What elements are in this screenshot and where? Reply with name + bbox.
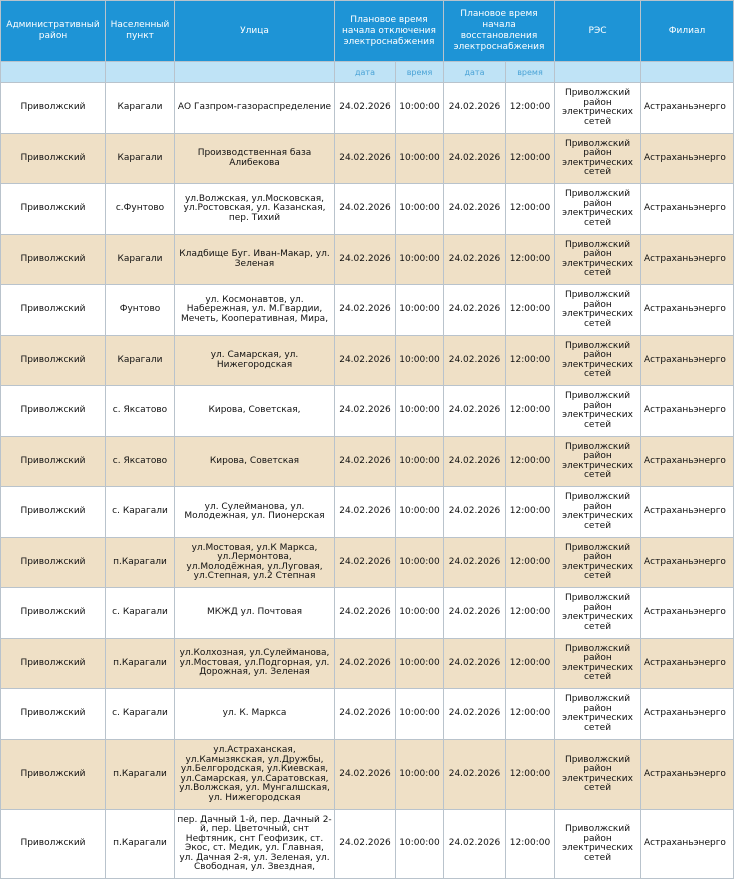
cell-street: Кладбище Буг. Иван-Макар, ул. Зеленая: [175, 235, 335, 285]
cell-off-time: 10:00:00: [396, 588, 444, 639]
cell-on-time: 12:00:00: [506, 134, 555, 184]
cell-off-date: 24.02.2026: [335, 134, 396, 184]
table-row: [1, 437, 734, 487]
cell-street: Производственная база Алибекова: [175, 134, 335, 184]
cell-district: Приволжский: [1, 184, 106, 235]
cell-off-date: 24.02.2026: [335, 639, 396, 689]
cell-on-time: 12:00:00: [506, 689, 555, 740]
cell-district: Приволжский: [1, 487, 106, 538]
cell-district: Приволжский: [1, 740, 106, 810]
cell-filial: Астраханьэнерго: [641, 689, 734, 740]
cell-street: ул.Колхозная, ул.Сулейманова, ул.Мостовая, ул.Подгорная, ул. Дорожная, ул. Зеленая: [175, 639, 335, 689]
cell-on-time: 12:00:00: [506, 386, 555, 437]
cell-res: Приволжский район электрических сетей: [555, 740, 641, 810]
cell-off-time: 10:00:00: [396, 83, 444, 134]
cell-res: Приволжский район электрических сетей: [555, 639, 641, 689]
cell-off-date: 24.02.2026: [335, 487, 396, 538]
cell-street: МКЖД ул. Почтовая: [175, 588, 335, 639]
cell-off-time: 10:00:00: [396, 336, 444, 386]
cell-district: Приволжский: [1, 386, 106, 437]
cell-off-date: 24.02.2026: [335, 689, 396, 740]
cell-district: Приволжский: [1, 689, 106, 740]
cell-settlement: Карагали: [106, 134, 175, 184]
table-row: [1, 487, 734, 538]
cell-off-date: 24.02.2026: [335, 285, 396, 336]
cell-res: Приволжский район электрических сетей: [555, 235, 641, 285]
cell-settlement: Карагали: [106, 336, 175, 386]
cell-on-time: 12:00:00: [506, 336, 555, 386]
cell-on-date: 24.02.2026: [444, 386, 506, 437]
cell-off-time: 10:00:00: [396, 386, 444, 437]
cell-district: Приволжский: [1, 437, 106, 487]
cell-street: ул. Самарская, ул. Нижегородская: [175, 336, 335, 386]
cell-off-date: 24.02.2026: [335, 386, 396, 437]
cell-settlement: Фунтово: [106, 285, 175, 336]
table-row: [1, 83, 734, 134]
cell-street: ул.Волжская, ул.Московская, ул.Ростовская, ул. Казанская, пер. Тихий: [175, 184, 335, 235]
cell-settlement: Карагали: [106, 83, 175, 134]
cell-on-time: 12:00:00: [506, 538, 555, 588]
cell-off-date: 24.02.2026: [335, 740, 396, 810]
cell-filial: Астраханьэнерго: [641, 588, 734, 639]
cell-settlement: п.Карагали: [106, 810, 175, 879]
table-row: [1, 639, 734, 689]
cell-district: Приволжский: [1, 134, 106, 184]
cell-filial: Астраханьэнерго: [641, 83, 734, 134]
cell-street: ул.Астраханская, ул.Камызякская, ул.Дружбы, ул.Белгородская, ул.Киевская, ул.Самарская, ул.Саратовская, ул.Волжская, ул. Мунгалшская, ул. Нижегородская: [175, 740, 335, 810]
cell-on-date: 24.02.2026: [444, 538, 506, 588]
cell-off-time: 10:00:00: [396, 538, 444, 588]
cell-settlement: с.Фунтово: [106, 184, 175, 235]
cell-settlement: с. Карагали: [106, 689, 175, 740]
cell-off-date: 24.02.2026: [335, 810, 396, 879]
cell-on-time: 12:00:00: [506, 285, 555, 336]
subcol-on-date: дата: [444, 62, 506, 83]
cell-settlement: с. Яксатово: [106, 437, 175, 487]
cell-district: Приволжский: [1, 285, 106, 336]
cell-on-time: 12:00:00: [506, 740, 555, 810]
cell-on-time: 12:00:00: [506, 639, 555, 689]
cell-district: Приволжский: [1, 588, 106, 639]
cell-off-date: 24.02.2026: [335, 336, 396, 386]
cell-on-date: 24.02.2026: [444, 336, 506, 386]
cell-district: Приволжский: [1, 810, 106, 879]
cell-off-time: 10:00:00: [396, 689, 444, 740]
cell-on-date: 24.02.2026: [444, 487, 506, 538]
table-row: [1, 689, 734, 740]
cell-on-time: 12:00:00: [506, 810, 555, 879]
cell-off-date: 24.02.2026: [335, 83, 396, 134]
cell-off-date: 24.02.2026: [335, 437, 396, 487]
cell-filial: Астраханьэнерго: [641, 810, 734, 879]
cell-off-time: 10:00:00: [396, 235, 444, 285]
cell-street: Кирова, Советская: [175, 437, 335, 487]
cell-district: Приволжский: [1, 639, 106, 689]
table-row: [1, 134, 734, 184]
cell-on-date: 24.02.2026: [444, 588, 506, 639]
cell-off-time: 10:00:00: [396, 740, 444, 810]
cell-res: Приволжский район электрических сетей: [555, 487, 641, 538]
cell-off-time: 10:00:00: [396, 487, 444, 538]
cell-res: Приволжский район электрических сетей: [555, 810, 641, 879]
col-street[interactable]: Улица: [175, 1, 335, 62]
cell-filial: Астраханьэнерго: [641, 538, 734, 588]
cell-street: пер. Дачный 1-й, пер. Дачный 2-й, пер. Цветочный, снт Нефтяник, снт Геофизик, ст. Экос, ст. Медик, ул. Главная, ул. Дачная 2-я, ул. Зеленая, ул. Свободная, ул. Звездная,: [175, 810, 335, 879]
cell-on-time: 12:00:00: [506, 487, 555, 538]
cell-filial: Астраханьэнерго: [641, 386, 734, 437]
cell-on-time: 12:00:00: [506, 184, 555, 235]
cell-settlement: п.Карагали: [106, 740, 175, 810]
cell-settlement: п.Карагали: [106, 538, 175, 588]
cell-on-date: 24.02.2026: [444, 285, 506, 336]
cell-settlement: с. Карагали: [106, 487, 175, 538]
header-row: [1, 1, 734, 62]
table-row: [1, 386, 734, 437]
cell-res: Приволжский район электрических сетей: [555, 437, 641, 487]
cell-off-date: 24.02.2026: [335, 588, 396, 639]
cell-settlement: с. Яксатово: [106, 386, 175, 437]
table-row: [1, 740, 734, 810]
cell-filial: Астраханьэнерго: [641, 235, 734, 285]
cell-on-date: 24.02.2026: [444, 83, 506, 134]
table-row: [1, 588, 734, 639]
table-row: [1, 184, 734, 235]
table-row: [1, 538, 734, 588]
cell-on-date: 24.02.2026: [444, 810, 506, 879]
subcol-off-time: время: [396, 62, 444, 83]
cell-res: Приволжский район электрических сетей: [555, 134, 641, 184]
col-district[interactable]: Административный район: [1, 1, 106, 62]
cell-district: Приволжский: [1, 538, 106, 588]
cell-res: Приволжский район электрических сетей: [555, 588, 641, 639]
cell-off-date: 24.02.2026: [335, 235, 396, 285]
table-row: [1, 235, 734, 285]
cell-off-time: 10:00:00: [396, 285, 444, 336]
cell-on-date: 24.02.2026: [444, 689, 506, 740]
subcol-off-date: дата: [335, 62, 396, 83]
cell-on-date: 24.02.2026: [444, 134, 506, 184]
cell-street: ул. К. Маркса: [175, 689, 335, 740]
cell-filial: Астраханьэнерго: [641, 285, 734, 336]
cell-on-time: 12:00:00: [506, 588, 555, 639]
cell-off-time: 10:00:00: [396, 184, 444, 235]
table-row: [1, 336, 734, 386]
cell-settlement: п.Карагали: [106, 639, 175, 689]
cell-filial: Астраханьэнерго: [641, 639, 734, 689]
table-row: [1, 810, 734, 879]
cell-district: Приволжский: [1, 235, 106, 285]
cell-res: Приволжский район электрических сетей: [555, 83, 641, 134]
cell-res: Приволжский район электрических сетей: [555, 184, 641, 235]
cell-off-date: 24.02.2026: [335, 184, 396, 235]
subheader-row: [1, 62, 734, 83]
cell-settlement: Карагали: [106, 235, 175, 285]
cell-street: Кирова, Советская,: [175, 386, 335, 437]
cell-district: Приволжский: [1, 336, 106, 386]
cell-filial: Астраханьэнерго: [641, 336, 734, 386]
cell-res: Приволжский район электрических сетей: [555, 336, 641, 386]
cell-street: ул. Космонавтов, ул. Набережная, ул. М.Гвардии, Мечеть, Кооперативная, Мира,: [175, 285, 335, 336]
subcol-on-time: время: [506, 62, 555, 83]
cell-on-time: 12:00:00: [506, 235, 555, 285]
cell-on-date: 24.02.2026: [444, 639, 506, 689]
cell-res: Приволжский район электрических сетей: [555, 386, 641, 437]
cell-off-date: 24.02.2026: [335, 538, 396, 588]
cell-res: Приволжский район электрических сетей: [555, 285, 641, 336]
cell-filial: Астраханьэнерго: [641, 184, 734, 235]
cell-off-time: 10:00:00: [396, 437, 444, 487]
cell-street: ул. Сулейманова, ул. Молодежная, ул. Пионерская: [175, 487, 335, 538]
cell-off-time: 10:00:00: [396, 639, 444, 689]
cell-filial: Астраханьэнерго: [641, 437, 734, 487]
col-off-time[interactable]: Плановое время начала отключения электроснабжения: [335, 1, 444, 62]
cell-on-date: 24.02.2026: [444, 740, 506, 810]
table-row: [1, 285, 734, 336]
col-settlement[interactable]: Населенный пункт: [106, 1, 175, 62]
cell-on-date: 24.02.2026: [444, 184, 506, 235]
col-on-time[interactable]: Плановое время начала восстановления электроснабжения: [444, 1, 555, 62]
cell-street: ул.Мостовая, ул.К Маркса, ул.Лермонтова, ул.Молодёжная, ул.Луговая, ул.Степная, ул.2 Степная: [175, 538, 335, 588]
col-filial[interactable]: Филиал: [641, 1, 734, 62]
cell-district: Приволжский: [1, 83, 106, 134]
cell-filial: Астраханьэнерго: [641, 134, 734, 184]
cell-res: Приволжский район электрических сетей: [555, 538, 641, 588]
cell-on-date: 24.02.2026: [444, 437, 506, 487]
cell-off-time: 10:00:00: [396, 134, 444, 184]
cell-on-time: 12:00:00: [506, 83, 555, 134]
cell-res: Приволжский район электрических сетей: [555, 689, 641, 740]
cell-street: АО Газпром-газораспределение: [175, 83, 335, 134]
cell-filial: Астраханьэнерго: [641, 740, 734, 810]
col-res[interactable]: РЭС: [555, 1, 641, 62]
cell-filial: Астраханьэнерго: [641, 487, 734, 538]
cell-settlement: с. Карагали: [106, 588, 175, 639]
cell-on-date: 24.02.2026: [444, 235, 506, 285]
cell-on-time: 12:00:00: [506, 437, 555, 487]
cell-off-time: 10:00:00: [396, 810, 444, 879]
